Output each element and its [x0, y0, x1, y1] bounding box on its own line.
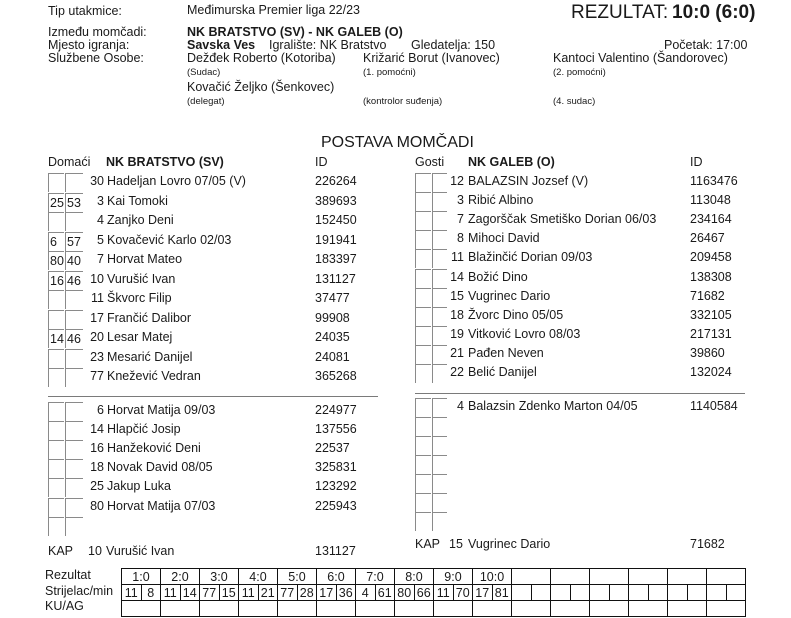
scorer-cell[interactable] — [707, 585, 727, 601]
scorer-cell[interactable]: 11 — [122, 585, 142, 601]
official-role: (Sudac) — [187, 67, 221, 78]
player-id: 137556 — [315, 422, 357, 437]
scorer-cell[interactable]: 11 — [239, 585, 259, 601]
player-name: Horvat Matija 07/03 — [107, 498, 216, 513]
player-id: 365268 — [315, 369, 357, 383]
minute-cell[interactable] — [531, 585, 551, 601]
home-captain-label: KAP — [48, 544, 74, 558]
player-id: 132024 — [690, 365, 732, 379]
minute-cell[interactable] — [570, 585, 590, 601]
player-id: 226264 — [315, 174, 357, 188]
scorer-cell[interactable]: 11 — [434, 585, 454, 601]
exit-box[interactable] — [432, 417, 447, 436]
entry-box[interactable] — [415, 230, 431, 249]
minute-cell[interactable]: 15 — [219, 585, 239, 601]
kickoff-time: Početak: 17:00 — [664, 38, 748, 52]
player-row — [48, 251, 378, 271]
minute-cell[interactable]: 70 — [453, 585, 473, 601]
player-id: 209458 — [690, 250, 732, 265]
official-name: Križarić Borut (Ivanovec) — [363, 51, 500, 65]
score-cell — [551, 569, 590, 585]
player-name: Knežević Vedran — [107, 369, 201, 383]
entry-box[interactable] — [48, 421, 64, 440]
player-number: 8 — [457, 231, 464, 246]
exit-box[interactable] — [432, 512, 447, 531]
player-name: Lesar Matej — [107, 330, 173, 344]
player-row — [415, 512, 755, 532]
entry-box[interactable] — [48, 212, 64, 231]
score-cell: 8:0 — [395, 569, 434, 585]
home-captain-number: 10 — [88, 544, 102, 558]
ku-ag-cell[interactable] — [395, 601, 434, 617]
result-label: REZULTAT: — [571, 2, 669, 23]
player-row — [415, 211, 755, 231]
entry-box[interactable] — [415, 211, 431, 230]
ku-ag-cell[interactable] — [707, 601, 746, 617]
score-cell — [668, 569, 707, 585]
player-number: 11 — [91, 291, 104, 305]
player-number: 14 — [90, 422, 104, 437]
official-role: (kontrolor suđenja) — [363, 96, 443, 107]
spectators: Gledatelja: 150 — [411, 38, 496, 52]
ku-ag-cell[interactable] — [122, 601, 161, 617]
entry-box[interactable] — [415, 474, 431, 493]
exit-box[interactable]: 46 — [65, 271, 83, 290]
scorer-cell[interactable]: 77 — [278, 585, 298, 601]
entry-box[interactable] — [48, 173, 64, 192]
player-name: Ribić Albino — [468, 193, 534, 208]
player-row — [48, 173, 378, 193]
player-name: Kovačević Karlo 02/03 — [107, 232, 232, 247]
player-row — [48, 349, 378, 369]
scorer-cell[interactable] — [512, 585, 532, 601]
venue-label: Mjesto igranja: — [48, 38, 130, 52]
official-role: (1. pomoćni) — [363, 67, 416, 78]
entry-box[interactable] — [48, 368, 64, 387]
score-cell: 3:0 — [200, 569, 239, 585]
minute-cell[interactable]: 21 — [258, 585, 278, 601]
away-id-label: ID — [690, 155, 703, 169]
player-row — [415, 192, 755, 212]
player-id: 183397 — [315, 252, 357, 266]
ku-ag-cell[interactable] — [590, 601, 629, 617]
entry-box[interactable] — [415, 307, 431, 326]
away-captain-name: Vugrinec Dario — [468, 537, 551, 551]
away-captain-id: 71682 — [690, 537, 725, 551]
entry-box[interactable]: 80 — [48, 251, 64, 270]
player-id: 113048 — [690, 193, 731, 208]
player-number: 7 — [97, 252, 104, 266]
entry-box[interactable] — [415, 173, 431, 192]
player-row — [415, 474, 755, 494]
score-cell: 4:0 — [239, 569, 278, 585]
lineup-title: POSTAVA MOMČADI — [321, 134, 474, 151]
player-id: 24081 — [315, 349, 350, 364]
player-number: 20 — [90, 330, 104, 344]
entry-box[interactable]: 16 — [48, 271, 64, 290]
player-row — [48, 498, 378, 518]
player-row — [415, 269, 755, 289]
player-number: 16 — [90, 441, 104, 456]
player-number: 5 — [97, 232, 104, 247]
player-number: 7 — [457, 212, 464, 227]
player-id: 138308 — [690, 269, 732, 284]
player-name: Horvat Mateo — [107, 252, 183, 266]
player-name: Belić Danijel — [468, 365, 537, 379]
score-row-label: Rezultat — [45, 568, 91, 582]
player-row — [48, 459, 378, 479]
player-name: Zagorščak Smetiško Dorian 06/03 — [468, 212, 657, 227]
player-number: 6 — [97, 403, 104, 417]
exit-box[interactable]: 46 — [65, 329, 83, 348]
scorer-cell[interactable]: 17 — [317, 585, 337, 601]
ku-ag-cell[interactable] — [239, 601, 278, 617]
entry-box[interactable] — [415, 455, 431, 474]
venue-place: Savska Ves — [187, 38, 256, 52]
player-name: Vitković Lovro 08/03 — [468, 326, 581, 341]
player-id: 37477 — [315, 291, 350, 305]
player-row — [48, 368, 378, 388]
player-number: 4 — [457, 399, 464, 413]
player-row — [415, 230, 755, 250]
minute-cell[interactable] — [648, 585, 668, 601]
away-captain-number: 15 — [449, 537, 463, 551]
player-row — [48, 517, 378, 537]
ku-ag-cell[interactable] — [473, 601, 512, 617]
player-row — [415, 455, 755, 475]
player-name: Hadeljan Lovro 07/05 (V) — [107, 174, 246, 188]
player-name: Vurušić Ivan — [107, 271, 176, 286]
official-role: (2. pomoćni) — [553, 67, 606, 78]
ku-ag-cell[interactable] — [356, 601, 395, 617]
home-side-label: Domaći — [48, 155, 91, 169]
player-row — [48, 421, 378, 441]
player-name: Božić Dino — [468, 269, 528, 284]
player-number: 77 — [90, 369, 104, 383]
score-row-label: Strijelac/min — [45, 584, 114, 598]
player-number: 4 — [97, 213, 104, 227]
minute-cell[interactable]: 61 — [375, 585, 395, 601]
score-cell: 9:0 — [434, 569, 473, 585]
score-table — [121, 568, 746, 617]
official-name: Kantoci Valentino (Šandorovec) — [553, 51, 728, 65]
entry-box[interactable] — [415, 249, 431, 268]
player-name: Kai Tomoki — [107, 193, 168, 208]
player-row — [48, 290, 378, 310]
match-type: Međimurska Premier liga 22/23 — [187, 3, 360, 17]
player-number: 18 — [450, 307, 464, 322]
entry-box[interactable]: 6 — [48, 232, 64, 251]
player-name: Novak David 08/05 — [107, 460, 213, 475]
official-name: Kovačić Željko (Šenkovec) — [187, 80, 335, 94]
player-row — [48, 212, 378, 232]
player-number: 15 — [450, 288, 464, 303]
player-number: 18 — [90, 460, 104, 475]
entry-box[interactable] — [48, 349, 64, 368]
player-id: 332105 — [690, 307, 732, 322]
exit-box[interactable] — [65, 517, 83, 536]
player-id: 225943 — [315, 498, 357, 513]
away-team-name: NK GALEB (O) — [468, 155, 555, 169]
scorer-cell[interactable] — [668, 585, 688, 601]
player-row — [415, 345, 755, 365]
home-captain-name: Vurušić Ivan — [106, 544, 175, 558]
score-cell — [512, 569, 551, 585]
player-id: 325831 — [315, 460, 357, 475]
player-number: 3 — [97, 193, 104, 208]
player-number: 80 — [90, 498, 104, 513]
player-id: 131127 — [315, 271, 356, 286]
player-name: Balazsin Zdenko Marton 04/05 — [468, 399, 638, 413]
player-row — [48, 193, 378, 213]
entry-box[interactable] — [48, 517, 64, 536]
entry-box[interactable] — [415, 417, 431, 436]
home-captain-id: 131127 — [315, 544, 356, 558]
player-id: 217131 — [690, 326, 732, 341]
player-number: 19 — [450, 326, 464, 341]
home-team-name: NK BRATSTVO (SV) — [106, 155, 224, 169]
entry-box[interactable] — [415, 512, 431, 531]
exit-box[interactable] — [432, 474, 447, 493]
player-id: 71682 — [690, 288, 725, 303]
score-row-label: KU/AG — [45, 599, 84, 613]
away-side-label: Gosti — [415, 155, 445, 169]
minute-cell[interactable]: 81 — [492, 585, 512, 601]
scorer-cell[interactable]: 17 — [473, 585, 493, 601]
player-row — [48, 271, 378, 291]
player-id: 1140584 — [690, 399, 738, 413]
player-row — [415, 364, 755, 384]
entry-box[interactable] — [48, 290, 64, 309]
minute-cell[interactable]: 36 — [336, 585, 356, 601]
player-id: 22537 — [315, 441, 350, 456]
minute-cell[interactable] — [687, 585, 707, 601]
player-id: 26467 — [690, 231, 725, 246]
scorer-cell[interactable] — [551, 585, 571, 601]
player-row — [415, 436, 755, 456]
score-cell: 1:0 — [122, 569, 161, 585]
player-row — [415, 417, 755, 437]
official-name: Dežđek Roberto (Kotoriba) — [187, 51, 336, 65]
player-name: BALAZSIN Jozsef (V) — [468, 174, 589, 188]
player-id: 123292 — [315, 479, 357, 494]
player-name: Hanžeković Deni — [107, 441, 201, 456]
home-id-label: ID — [315, 155, 328, 169]
away-captain-label: KAP — [415, 537, 441, 551]
player-name: Frančić Dalibor — [107, 310, 192, 325]
exit-box[interactable]: 53 — [65, 193, 83, 212]
entry-box[interactable] — [415, 493, 431, 512]
player-id: 234164 — [690, 212, 732, 227]
player-number: 23 — [90, 349, 104, 364]
ku-ag-cell[interactable] — [551, 601, 590, 617]
scorer-cell[interactable]: 11 — [161, 585, 181, 601]
ku-ag-cell[interactable] — [317, 601, 356, 617]
score-cell — [629, 569, 668, 585]
player-name: Žvorc Dino 05/05 — [468, 307, 564, 322]
ku-ag-cell[interactable] — [161, 601, 200, 617]
score-cell: 7:0 — [356, 569, 395, 585]
player-id: 1163476 — [690, 174, 738, 188]
player-row — [415, 398, 755, 418]
teams: NK BRATSTVO (SV) - NK GALEB (O) — [187, 25, 403, 39]
player-row — [48, 402, 378, 422]
result-value: 10:0 (6:0) — [672, 2, 756, 23]
player-number: 12 — [450, 174, 464, 188]
player-id: 389693 — [315, 193, 357, 208]
player-name: Zanjko Deni — [107, 213, 174, 227]
entry-box[interactable] — [415, 345, 431, 364]
player-row — [48, 329, 378, 349]
player-name: Horvat Matija 09/03 — [107, 403, 216, 417]
exit-box[interactable]: 40 — [65, 251, 83, 270]
ku-ag-cell[interactable] — [629, 601, 668, 617]
entry-box[interactable] — [48, 478, 64, 497]
player-name: Blažinčić Dorian 09/03 — [468, 250, 593, 265]
player-row — [415, 307, 755, 327]
minute-cell[interactable] — [726, 585, 746, 601]
minute-cell[interactable]: 8 — [141, 585, 161, 601]
player-id: 224977 — [315, 403, 357, 417]
entry-box[interactable]: 14 — [48, 329, 64, 348]
scorer-cell[interactable]: 80 — [395, 585, 415, 601]
minute-cell[interactable] — [609, 585, 629, 601]
minute-cell[interactable]: 28 — [297, 585, 317, 601]
ground: Igralište: NK Bratstvo — [269, 38, 387, 52]
player-name: Jakup Luka — [107, 479, 171, 494]
match-type-label: Tip utakmice: — [48, 4, 122, 18]
player-number: 17 — [90, 310, 104, 325]
ku-ag-cell[interactable] — [200, 601, 239, 617]
entry-box[interactable] — [48, 459, 64, 478]
player-id: 24035 — [315, 330, 350, 344]
player-id: 191941 — [315, 232, 357, 247]
score-cell: 10:0 — [473, 569, 512, 585]
player-row — [48, 440, 378, 460]
score-cell — [590, 569, 629, 585]
entry-box[interactable] — [415, 436, 431, 455]
home-divider — [48, 396, 378, 397]
entry-box[interactable] — [415, 364, 431, 383]
ku-ag-cell[interactable] — [434, 601, 473, 617]
ku-ag-cell[interactable] — [668, 601, 707, 617]
player-number: 10 — [90, 271, 104, 286]
player-row — [48, 232, 378, 252]
officials-label: Službene Osobe: — [48, 51, 144, 65]
player-number: 30 — [90, 174, 104, 188]
teams-label: Između momčadi: — [48, 25, 147, 39]
exit-box[interactable] — [432, 455, 447, 474]
score-cell: 2:0 — [161, 569, 200, 585]
exit-box[interactable] — [432, 436, 447, 455]
player-row — [48, 310, 378, 330]
score-cell: 5:0 — [278, 569, 317, 585]
entry-box[interactable] — [48, 310, 64, 329]
scorer-cell[interactable]: 77 — [200, 585, 220, 601]
player-name: Mihoci David — [468, 231, 540, 246]
exit-box[interactable]: 57 — [65, 232, 83, 251]
player-id: 39860 — [690, 345, 725, 360]
player-row — [415, 249, 755, 269]
score-cell: 6:0 — [317, 569, 356, 585]
player-name: Vugrinec Dario — [468, 288, 551, 303]
entry-box[interactable] — [48, 498, 64, 517]
official-role: (delegat) — [187, 96, 225, 107]
player-row — [415, 173, 755, 193]
player-row — [415, 288, 755, 308]
player-number: 21 — [450, 345, 464, 360]
away-divider — [415, 393, 745, 394]
player-number: 14 — [450, 269, 464, 284]
player-number: 25 — [90, 479, 104, 494]
player-number: 11 — [451, 250, 464, 265]
entry-box[interactable] — [415, 269, 431, 288]
ku-ag-cell[interactable] — [512, 601, 551, 617]
player-row — [415, 493, 755, 513]
entry-box[interactable] — [415, 398, 431, 417]
player-number: 3 — [457, 193, 464, 208]
entry-box[interactable] — [415, 326, 431, 345]
scorer-cell[interactable] — [590, 585, 610, 601]
official-role: (4. sudac) — [553, 96, 596, 107]
player-name: Škvorc Filip — [107, 291, 172, 305]
scorer-cell[interactable]: 4 — [356, 585, 376, 601]
scorer-cell[interactable] — [629, 585, 649, 601]
entry-box[interactable] — [48, 440, 64, 459]
player-name: Hlapčić Josip — [107, 422, 181, 437]
entry-box[interactable] — [415, 288, 431, 307]
exit-box[interactable] — [432, 493, 447, 512]
player-row — [415, 326, 755, 346]
minute-cell[interactable]: 66 — [414, 585, 434, 601]
player-id: 152450 — [315, 213, 357, 227]
player-id: 99908 — [315, 310, 350, 325]
score-cell — [707, 569, 746, 585]
player-number: 22 — [450, 365, 464, 379]
entry-box[interactable]: 25 — [48, 193, 64, 212]
ku-ag-cell[interactable] — [278, 601, 317, 617]
player-name: Pađen Neven — [468, 345, 544, 360]
entry-box[interactable] — [48, 402, 64, 421]
entry-box[interactable] — [415, 192, 431, 211]
player-row — [48, 478, 378, 498]
minute-cell[interactable]: 14 — [180, 585, 200, 601]
player-name: Mesarić Danijel — [107, 349, 193, 364]
